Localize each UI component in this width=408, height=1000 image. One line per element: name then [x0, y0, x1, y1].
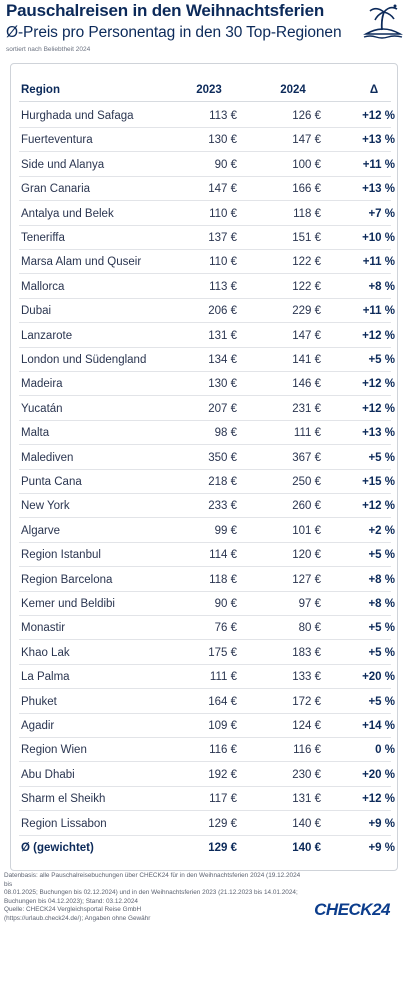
- table-row: [19, 446, 395, 470]
- table-row: [19, 324, 395, 348]
- table-row: [19, 470, 395, 494]
- table-row: [19, 665, 395, 689]
- region-cell: Malediven: [21, 451, 74, 464]
- table-row: [19, 299, 395, 323]
- delta-cell: +5 %: [368, 354, 395, 366]
- delta-cell: +13 %: [362, 427, 395, 440]
- price-2023-cell: 206 €: [208, 305, 237, 318]
- region-cell: Punta Cana: [21, 476, 82, 488]
- price-2024-cell: 146 €: [292, 378, 321, 391]
- check24-logo: CHECK24: [314, 900, 390, 919]
- delta-cell: +5 %: [368, 622, 395, 635]
- table-row: [19, 787, 395, 811]
- table-total-row: [19, 836, 395, 860]
- delta-cell: +8 %: [368, 280, 395, 293]
- delta-cell: +12 %: [362, 329, 395, 342]
- price-2023-cell: 113 €: [209, 280, 237, 293]
- region-cell: Antalya und Belek: [21, 207, 114, 220]
- region-cell: Agadir: [21, 720, 55, 732]
- table-row: [19, 494, 395, 518]
- delta-cell: +2 %: [368, 524, 395, 537]
- region-cell: New York: [21, 500, 70, 513]
- price-2023-cell: 90 €: [214, 158, 237, 171]
- delta-cell: +12 %: [362, 793, 395, 806]
- table-row: [19, 690, 395, 714]
- source-line: Buchungen bis 04.12.2023); Stand: 03.12.2024: [4, 897, 138, 905]
- page-title: Pauschalreisen in den Weihnachtsferien: [6, 1, 325, 20]
- price-2024-cell: 111 €: [293, 427, 321, 440]
- price-2024-cell: 367 €: [292, 451, 321, 464]
- table-row: [19, 202, 395, 226]
- price-2024-cell: 127 €: [292, 573, 321, 586]
- price-2023-cell: 175 €: [208, 646, 237, 659]
- region-cell: Ø (gewichtet): [21, 842, 94, 854]
- price-2023-cell: 164 €: [208, 695, 237, 708]
- delta-cell: +15 %: [362, 476, 395, 488]
- price-2023-cell: 137 €: [208, 232, 237, 244]
- table-row: [19, 421, 395, 445]
- table-row: [19, 128, 395, 152]
- region-cell: Dubai: [21, 305, 52, 318]
- price-2023-cell: 233 €: [208, 500, 237, 513]
- table-row: [19, 104, 395, 128]
- column-header-2023: 2023: [196, 84, 222, 96]
- delta-cell: +12 %: [362, 402, 395, 415]
- price-2024-cell: 133 €: [292, 671, 321, 684]
- table-row: [19, 568, 395, 592]
- delta-cell: +20 %: [362, 768, 395, 781]
- price-2023-cell: 110 €: [209, 256, 237, 269]
- source-line: (https://urlaub.check24.de/); Angaben ohne Gewähr: [4, 914, 151, 922]
- price-2024-cell: 118 €: [293, 207, 321, 220]
- price-2024-cell: 122 €: [292, 280, 321, 293]
- delta-cell: +12 %: [362, 500, 395, 513]
- source-line: Datenbasis: alle Pauschalreisebuchungen über CHECK24 für in den Weihnachtsferien 2024 (19.12.2024 bis: [4, 872, 301, 888]
- region-cell: Region Wien: [21, 744, 87, 757]
- price-2023-cell: 76 €: [214, 622, 237, 635]
- table-row: [19, 397, 395, 421]
- delta-cell: +13 %: [362, 183, 395, 196]
- price-2023-cell: 134 €: [208, 354, 237, 366]
- region-cell: London und Südengland: [21, 354, 147, 366]
- region-cell: Region Barcelona: [21, 573, 113, 586]
- price-2024-cell: 101 €: [292, 524, 321, 537]
- column-header-delta: Δ: [369, 84, 379, 96]
- price-2023-cell: 130 €: [208, 378, 237, 391]
- delta-cell: +10 %: [362, 232, 395, 244]
- price-2024-cell: 124 €: [292, 720, 321, 732]
- source-note: [4, 872, 304, 924]
- delta-cell: +11 %: [362, 305, 395, 318]
- price-2024-cell: 151 €: [292, 232, 321, 244]
- table-row: [19, 348, 395, 372]
- region-cell: Lanzarote: [21, 329, 73, 342]
- price-2024-cell: 147 €: [292, 329, 321, 342]
- price-2023-cell: 192 €: [208, 768, 237, 781]
- region-cell: Malta: [21, 427, 50, 440]
- region-cell: Abu Dhabi: [21, 768, 75, 781]
- region-cell: Yucatán: [21, 402, 63, 415]
- price-2024-cell: 250 €: [292, 476, 321, 488]
- price-2023-cell: 99 €: [214, 524, 237, 537]
- region-cell: Khao Lak: [21, 646, 70, 659]
- delta-cell: +14 %: [362, 720, 395, 732]
- table-row: [19, 153, 395, 177]
- price-2024-cell: 140 €: [292, 817, 321, 830]
- delta-cell: +5 %: [368, 451, 395, 464]
- price-2024-cell: 120 €: [292, 549, 321, 562]
- price-2023-cell: 130 €: [208, 134, 237, 147]
- source-line: Quelle: CHECK24 Vergleichsportal Reise GmbH: [4, 906, 142, 914]
- delta-cell: +12 %: [362, 110, 395, 122]
- price-2024-cell: 140 €: [292, 842, 321, 854]
- price-2024-cell: 122 €: [292, 256, 321, 269]
- table-row: [19, 226, 395, 250]
- table-row: [19, 543, 395, 567]
- delta-cell: +13 %: [362, 134, 395, 147]
- table-row: [19, 177, 395, 201]
- region-cell: Region Lissabon: [21, 817, 107, 830]
- price-2024-cell: 229 €: [292, 305, 321, 318]
- table-row: [19, 250, 395, 274]
- price-2023-cell: 114 €: [209, 549, 237, 562]
- price-2023-cell: 116 €: [209, 744, 237, 757]
- region-cell: Hurghada und Safaga: [21, 110, 134, 122]
- price-2023-cell: 129 €: [208, 842, 237, 854]
- price-2024-cell: 116 €: [293, 744, 321, 757]
- column-header-region: Region: [21, 84, 60, 96]
- table-row: [19, 641, 395, 665]
- region-cell: Side und Alanya: [21, 158, 105, 171]
- price-2024-cell: 166 €: [292, 183, 321, 196]
- region-cell: Teneriffa: [21, 232, 65, 244]
- table-row: [19, 372, 395, 396]
- delta-cell: +5 %: [368, 549, 395, 562]
- table-row: [19, 812, 395, 836]
- region-cell: Region Istanbul: [21, 549, 101, 562]
- price-2023-cell: 129 €: [208, 817, 237, 830]
- region-cell: Monastir: [21, 622, 66, 635]
- price-2024-cell: 231 €: [292, 402, 321, 415]
- table-row: [19, 738, 395, 762]
- region-cell: Marsa Alam und Quseir: [21, 256, 142, 269]
- delta-cell: +12 %: [362, 378, 395, 391]
- price-2023-cell: 113 €: [209, 110, 237, 122]
- table-row: [19, 616, 395, 640]
- delta-cell: +11 %: [362, 256, 395, 269]
- delta-cell: +9 %: [368, 817, 395, 830]
- palm-island-icon: [362, 2, 404, 40]
- region-cell: Kemer und Beldibi: [21, 598, 115, 610]
- price-2024-cell: 260 €: [292, 500, 321, 513]
- region-cell: Algarve: [21, 524, 60, 537]
- region-cell: Phuket: [21, 695, 57, 708]
- table-row: [19, 763, 395, 787]
- delta-cell: +8 %: [368, 598, 395, 610]
- price-2024-cell: 172 €: [292, 695, 321, 708]
- price-2023-cell: 90 €: [214, 598, 237, 610]
- delta-cell: +9 %: [368, 842, 395, 854]
- price-2023-cell: 111 €: [209, 671, 237, 684]
- price-2023-cell: 218 €: [208, 476, 237, 488]
- price-2024-cell: 131 €: [292, 793, 321, 806]
- delta-cell: +20 %: [362, 671, 395, 684]
- price-2024-cell: 97 €: [298, 598, 321, 610]
- table-row: [19, 714, 395, 738]
- region-cell: Mallorca: [21, 280, 65, 293]
- table-header-row: [19, 78, 391, 102]
- price-2024-cell: 126 €: [292, 110, 321, 122]
- region-cell: Madeira: [21, 378, 63, 391]
- price-2023-cell: 117 €: [209, 793, 237, 806]
- region-cell: Gran Canaria: [21, 183, 91, 196]
- price-2024-cell: 141 €: [292, 354, 321, 366]
- source-line: 08.01.2025; Buchungen bis 02.12.2024) und in den Weihnachtsferien 2023 (21.12.2023 bis 14.01.2024;: [4, 889, 298, 897]
- price-2024-cell: 183 €: [292, 646, 321, 659]
- price-2023-cell: 110 €: [209, 207, 237, 220]
- price-2024-cell: 230 €: [292, 768, 321, 781]
- region-cell: Sharm el Sheikh: [21, 793, 106, 806]
- table-row: [19, 519, 395, 543]
- table-row: [19, 275, 395, 299]
- price-2024-cell: 147 €: [292, 134, 321, 147]
- region-cell: Fuerteventura: [21, 134, 93, 147]
- price-2023-cell: 350 €: [208, 451, 237, 464]
- column-header-2024: 2024: [280, 84, 306, 96]
- price-2023-cell: 131 €: [208, 329, 237, 342]
- header: [6, 0, 366, 53]
- delta-cell: 0 %: [375, 744, 395, 757]
- price-2023-cell: 118 €: [209, 573, 237, 586]
- price-2024-cell: 80 €: [298, 622, 321, 635]
- delta-cell: +7 %: [368, 207, 395, 220]
- delta-cell: +5 %: [368, 695, 395, 708]
- delta-cell: +8 %: [368, 573, 395, 586]
- price-2023-cell: 147 €: [208, 183, 237, 196]
- sort-note: sortiert nach Beliebtheit 2024: [6, 46, 91, 53]
- price-2024-cell: 100 €: [292, 158, 321, 171]
- table-row: [19, 592, 395, 616]
- price-2023-cell: 109 €: [208, 720, 237, 732]
- delta-cell: +5 %: [368, 646, 395, 659]
- region-cell: La Palma: [21, 671, 70, 684]
- price-2023-cell: 98 €: [214, 427, 237, 440]
- price-table: [10, 63, 398, 871]
- price-2023-cell: 207 €: [208, 402, 237, 415]
- delta-cell: +11 %: [362, 158, 395, 171]
- page-subtitle: Ø-Preis pro Personentag in den 30 Top-Regionen: [6, 24, 342, 41]
